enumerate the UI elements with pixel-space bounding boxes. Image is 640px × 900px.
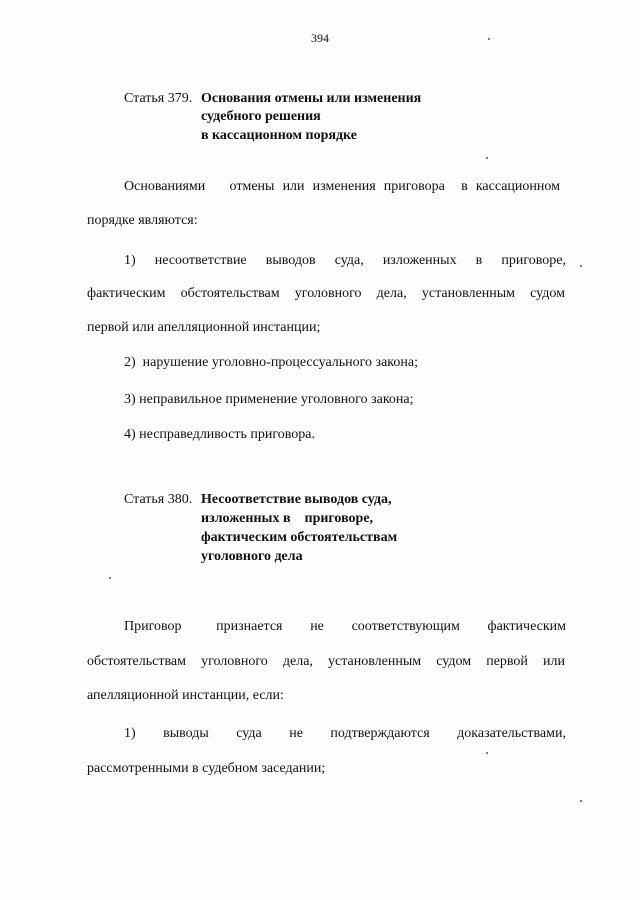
list-item-line: 1) несоответствие выводов суда, изложенных в приговоре, <box>124 253 566 268</box>
list-item-line: 2) нарушение уголовно-процессуального закона; <box>124 355 418 370</box>
article-380-label: Статья 380. <box>124 492 193 507</box>
article-380-title-line: изложенных в приговоре, <box>201 511 374 526</box>
scan-speck <box>580 800 582 802</box>
article-380-title-line: Несоответствие выводов суда, <box>201 492 392 507</box>
list-item-line: 1) выводы суда не подтверждаются доказательствами, <box>124 726 566 741</box>
paragraph-line: обстоятельствам уголовного дела, установленным судом первой или <box>87 654 565 669</box>
paragraph-line: Основаниями отмены или изменения приговора в кассационном <box>124 179 560 194</box>
scan-speck <box>580 265 582 267</box>
list-item-line: первой или апелляционной инстанции; <box>87 320 321 335</box>
article-379-title-line: в кассационном порядке <box>201 128 357 143</box>
article-379-label: Статья 379. <box>124 91 193 106</box>
paragraph-line: апелляционной инстанции, если: <box>87 688 284 703</box>
paragraph-line: Приговор признается не соответствующим фактическим <box>124 619 566 634</box>
list-item-line: 3) неправильное применение уголовного закона; <box>124 392 414 407</box>
scan-speck <box>486 157 488 159</box>
article-379-title-line: судебного решения <box>201 109 321 124</box>
article-379-title-line: Основания отмены или изменения <box>201 91 422 106</box>
list-item-line: 4) несправедливость приговора. <box>124 427 315 442</box>
list-item-line: рассмотренными в судебном заседании; <box>87 761 326 776</box>
article-380-title-line: уголовного дела <box>201 549 303 564</box>
scan-speck <box>486 752 488 754</box>
list-item-line: фактическим обстоятельствам уголовного дела, установленным судом <box>87 286 565 301</box>
page-number: 394 <box>311 31 329 45</box>
article-380-title-line: фактическим обстоятельствам <box>201 530 398 545</box>
scan-speck <box>488 38 490 40</box>
scan-speck <box>109 577 111 579</box>
paragraph-line: порядке являются: <box>87 213 198 228</box>
